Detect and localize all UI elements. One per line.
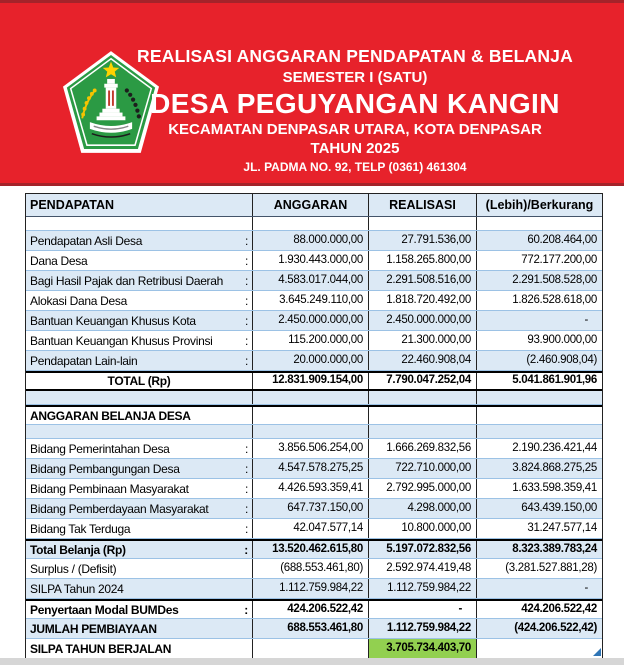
table-row (26, 271, 602, 291)
table-row (26, 231, 602, 251)
cell-selisih: 93.900.000,00 (527, 333, 597, 346)
cell-anggaran: 688.553.461,80 (253, 619, 369, 638)
cell-realisasi: 7.790.047.252,04 (369, 373, 477, 389)
cell-anggaran (253, 391, 369, 404)
cell-anggaran: 12.831.909.154,00 (253, 373, 369, 389)
table-row (26, 351, 602, 371)
table-row (26, 331, 602, 351)
table-row (26, 311, 602, 331)
cell-realisasi: 2.450.000.000,00 (369, 311, 477, 330)
row-label: TOTAL (Rp) (26, 373, 253, 389)
cell-selisih: 60.208.464,00 (527, 233, 597, 246)
cell-anggaran: 2.450.000.000,00 (253, 311, 369, 330)
address-line: JL. PADMA NO. 92, TELP (0361) 461304 (243, 160, 467, 175)
cell-selisih (477, 639, 602, 658)
cell-selisih: (3.281.527.881,28) (505, 561, 597, 574)
cell-realisasi: 5.197.072.832,56 (369, 541, 477, 558)
spacer-row (26, 217, 602, 231)
cell-realisasi: 2.792.995.000,00 (369, 479, 477, 498)
table-row (26, 459, 602, 479)
cell-realisasi: 21.300.000,00 (369, 331, 477, 350)
cell-realisasi: 2.592.974.419,48 (369, 559, 477, 578)
row-label: Bantuan Keuangan Khusus Kota : (26, 311, 253, 330)
table-row (26, 371, 602, 391)
report-year: TAHUN 2025 (310, 139, 400, 157)
table-row (26, 499, 602, 519)
report-title: REALISASI ANGGARAN PENDAPATAN & BELANJA (137, 46, 573, 66)
row-label: Surplus / (Defisit) (26, 559, 253, 578)
cell-selisih: 1.826.528.618,00 (512, 293, 597, 306)
cell-anggaran: 4.547.578.275,25 (253, 459, 369, 478)
cell-anggaran: 1.930.443.000,00 (253, 251, 369, 270)
village-name: DESA PEGUYANGAN KANGIN (150, 88, 560, 120)
column-header-anggaran: ANGGARAN (253, 194, 369, 216)
cell-anggaran: 1.112.759.984,22 (253, 579, 369, 598)
fill-handle[interactable] (593, 648, 601, 656)
cell-anggaran: 20.000.000,00 (253, 351, 369, 370)
cell-selisih: (424.206.522,42) (514, 621, 597, 634)
cell-selisih (477, 407, 602, 424)
row-label (26, 425, 253, 438)
cell-realisasi: 2.291.508.516,00 (369, 271, 477, 290)
cell-selisih (477, 391, 602, 404)
bottom-strip (0, 658, 624, 665)
cell-selisih: (2.460.908,04) (526, 353, 597, 366)
cell-realisasi: 4.298.000,00 (369, 499, 477, 518)
table-row (26, 519, 602, 539)
cell-selisih: 424.206.522,42 (521, 602, 597, 615)
row-label: Bidang Tak Terduga : (26, 519, 253, 538)
row-label: SILPA TAHUN BERJALAN (26, 639, 253, 658)
row-label: ANGGARAN BELANJA DESA (26, 407, 253, 424)
row-label: Pendapatan Asli Desa : (26, 231, 253, 250)
budget-table (25, 193, 603, 661)
cell-selisih (477, 425, 602, 438)
cell-realisasi: 1.666.269.832,56 (369, 439, 477, 458)
cell-realisasi: 722.710.000,00 (369, 459, 477, 478)
cell-anggaran (253, 407, 369, 424)
cell-realisasi: 1.112.759.984,22 (369, 579, 477, 598)
table-row (26, 405, 602, 425)
cell-anggaran: 3.856.506.254,00 (253, 439, 369, 458)
cell-realisasi: 1.818.720.492,00 (369, 291, 477, 310)
cell-selisih (477, 217, 602, 230)
row-label: Pendapatan Lain-lain : (26, 351, 253, 370)
cell-anggaran: 13.520.462.615,80 (253, 541, 369, 558)
table-header-row (26, 194, 602, 217)
row-label: Bidang Pembinaan Masyarakat : (26, 479, 253, 498)
table-row (26, 479, 602, 499)
row-label: Alokasi Dana Desa : (26, 291, 253, 310)
cell-realisasi: 22.460.908,04 (369, 351, 477, 370)
row-label (26, 217, 253, 230)
cell-selisih: 643.439.150,00 (521, 501, 597, 514)
cell-anggaran: 3.645.249.110,00 (253, 291, 369, 310)
spacer-row (26, 425, 602, 439)
cell-anggaran: 88.000.000,00 (253, 231, 369, 250)
cell-anggaran: 4.426.593.359,41 (253, 479, 369, 498)
row-label: SILPA Tahun 2024 (26, 579, 253, 598)
row-label: JUMLAH PEMBIAYAAN (26, 619, 253, 638)
banner-text-block (96, 47, 614, 175)
column-header-selisih: (Lebih)/Berkurang (485, 197, 594, 212)
cell-selisih: 31.247.577,14 (527, 521, 597, 534)
row-label: Bagi Hasil Pajak dan Retribusi Daerah : (26, 271, 253, 290)
cell-selisih: 2.190.236.421,44 (512, 441, 597, 454)
cell-selisih: - (584, 313, 588, 326)
row-label: Bidang Pemerintahan Desa : (26, 439, 253, 458)
cell-selisih: 1.633.598.359,41 (512, 481, 597, 494)
table-row (26, 559, 602, 579)
district-name: KECAMATAN DENPASAR UTARA, KOTA DENPASAR (168, 120, 542, 138)
row-label: Total Belanja (Rp) : (26, 541, 253, 558)
cell-anggaran: 42.047.577,14 (253, 519, 369, 538)
cell-selisih: 8.323.389.783,24 (512, 542, 597, 555)
cell-realisasi (369, 425, 477, 438)
cell-realisasi (369, 391, 477, 404)
cell-selisih: 2.291.508.528,00 (512, 273, 597, 286)
row-label: Penyertaan Modal BUMDes : (26, 601, 253, 618)
cell-anggaran: (688.553.461,80) (253, 559, 369, 578)
row-label: Bidang Pembangungan Desa : (26, 459, 253, 478)
cell-selisih: - (584, 581, 588, 594)
cell-realisasi: 10.800.000,00 (369, 519, 477, 538)
column-header-pendapatan: PENDAPATAN (26, 194, 253, 216)
cell-anggaran: 424.206.522,42 (253, 601, 369, 618)
cell-anggaran: 647.737.150,00 (253, 499, 369, 518)
cell-anggaran: 4.583.017.044,00 (253, 271, 369, 290)
report-header (0, 0, 624, 186)
table-row (26, 579, 602, 599)
table-row (26, 439, 602, 459)
table-row (26, 291, 602, 311)
row-label: Dana Desa : (26, 251, 253, 270)
cell-realisasi: 27.791.536,00 (369, 231, 477, 250)
row-label: Bantuan Keuangan Khusus Provinsi : (26, 331, 253, 350)
table-row (26, 539, 602, 559)
cell-realisasi (369, 407, 477, 424)
cell-anggaran (253, 639, 369, 658)
cell-realisasi: 3.705.734.403,70 (369, 639, 477, 658)
cell-realisasi: 1.112.759.984,22 (369, 619, 477, 638)
cell-selisih: 772.177.200,00 (521, 253, 597, 266)
table-row (26, 639, 602, 659)
table-row (26, 619, 602, 639)
report-semester: SEMESTER I (SATU) (282, 68, 428, 86)
cell-selisih: 5.041.861.901,96 (512, 374, 597, 387)
cell-realisasi: - (369, 601, 477, 618)
cell-anggaran (253, 217, 369, 230)
table-row (26, 599, 602, 619)
row-label: Bidang Pemberdayaan Masyarakat : (26, 499, 253, 518)
table-row (26, 251, 602, 271)
cell-anggaran (253, 425, 369, 438)
spacer-row (26, 391, 602, 405)
cell-realisasi: 1.158.265.800,00 (369, 251, 477, 270)
cell-realisasi (369, 217, 477, 230)
column-header-realisasi: REALISASI (369, 194, 477, 216)
cell-anggaran: 115.200.000,00 (253, 331, 369, 350)
row-label (26, 391, 253, 404)
cell-selisih: 3.824.868.275,25 (512, 461, 597, 474)
